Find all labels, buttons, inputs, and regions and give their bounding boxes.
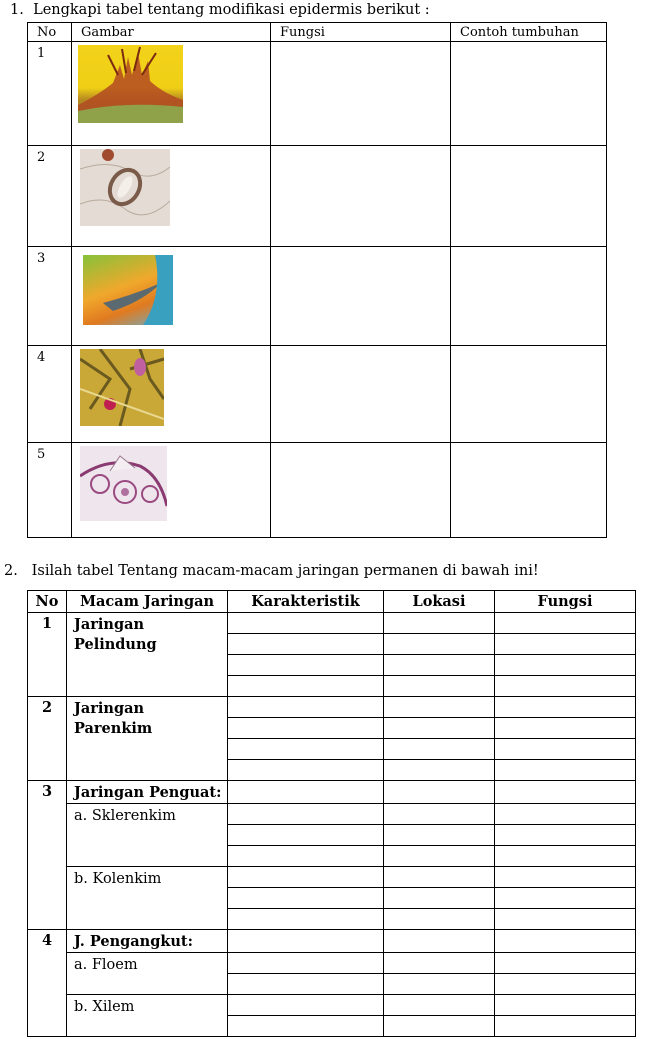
header-contoh: Contoh tumbuhan	[451, 23, 607, 42]
lokasi-cell[interactable]	[384, 846, 495, 867]
row-number: 4	[28, 346, 72, 443]
row-number: 1	[28, 42, 72, 146]
fungsi-cell[interactable]	[495, 867, 636, 888]
karakteristik-cell[interactable]	[228, 909, 384, 930]
header-fungsi: Fungsi	[271, 23, 451, 42]
stomata-micrograph-image	[80, 149, 170, 226]
row-number: 2	[28, 146, 72, 247]
leaf-hairs-micrograph-image	[80, 349, 164, 426]
fungsi-cell[interactable]	[495, 634, 636, 655]
lokasi-cell[interactable]	[384, 909, 495, 930]
table-header-row	[28, 591, 636, 613]
table-row	[28, 781, 636, 804]
thorn-closeup-image	[83, 255, 173, 325]
fungsi-cell[interactable]	[495, 613, 636, 634]
fungsi-cell[interactable]	[495, 995, 636, 1016]
table-row	[28, 930, 636, 953]
row-number: 5	[28, 443, 72, 538]
group-name: Jaringan Pelindung	[67, 613, 228, 697]
group-number: 4	[28, 930, 67, 1037]
lokasi-cell[interactable]	[384, 655, 495, 676]
fungsi-cell[interactable]	[495, 930, 636, 953]
header-no: No	[28, 23, 72, 42]
fungsi-cell[interactable]	[271, 346, 451, 443]
fungsi-cell[interactable]	[495, 909, 636, 930]
karakteristik-cell[interactable]	[228, 739, 384, 760]
karakteristik-cell[interactable]	[228, 613, 384, 634]
contoh-cell[interactable]	[451, 146, 607, 247]
karakteristik-cell[interactable]	[228, 760, 384, 781]
image-cell	[72, 42, 271, 146]
contoh-cell[interactable]	[451, 42, 607, 146]
karakteristik-cell[interactable]	[228, 867, 384, 888]
epidermis-table	[27, 22, 607, 538]
karakteristik-cell[interactable]	[228, 655, 384, 676]
fungsi-cell[interactable]	[495, 846, 636, 867]
subgroup-name: a. Floem	[67, 953, 228, 995]
header-gambar: Gambar	[72, 23, 271, 42]
group-number: 2	[28, 697, 67, 781]
question-1	[10, 2, 430, 18]
lokasi-cell[interactable]	[384, 760, 495, 781]
karakteristik-cell[interactable]	[228, 995, 384, 1016]
karakteristik-cell[interactable]	[228, 804, 384, 825]
karakteristik-cell[interactable]	[228, 697, 384, 718]
lokasi-cell[interactable]	[384, 634, 495, 655]
table-row	[28, 953, 636, 974]
root-cross-section-image	[80, 446, 167, 521]
fungsi-cell[interactable]	[495, 1016, 636, 1037]
image-cell	[72, 247, 271, 346]
karakteristik-cell[interactable]	[228, 676, 384, 697]
header-no: No	[28, 591, 67, 613]
table-row	[28, 247, 607, 346]
fungsi-cell[interactable]	[495, 953, 636, 974]
image-cell	[72, 443, 271, 538]
fungsi-cell[interactable]	[495, 655, 636, 676]
lokasi-cell[interactable]	[384, 804, 495, 825]
fungsi-cell[interactable]	[495, 760, 636, 781]
image-cell	[72, 346, 271, 443]
fungsi-cell[interactable]	[271, 42, 451, 146]
table-row	[28, 346, 607, 443]
karakteristik-cell[interactable]	[228, 634, 384, 655]
lokasi-cell[interactable]	[384, 825, 495, 846]
group-name: Jaringan Parenkim	[67, 697, 228, 781]
lokasi-cell[interactable]	[384, 718, 495, 739]
karakteristik-cell[interactable]	[228, 781, 384, 804]
fungsi-cell[interactable]	[495, 718, 636, 739]
group-name: Jaringan Penguat:	[67, 781, 228, 804]
table-header-row	[28, 23, 607, 42]
fungsi-cell[interactable]	[271, 146, 451, 247]
fungsi-cell[interactable]	[495, 697, 636, 718]
image-cell	[72, 146, 271, 247]
table-row	[28, 146, 607, 247]
contoh-cell[interactable]	[451, 247, 607, 346]
table-row	[28, 443, 607, 538]
group-name: J. Pengangkut:	[67, 930, 228, 953]
fungsi-cell[interactable]	[495, 804, 636, 825]
lokasi-cell[interactable]	[384, 739, 495, 760]
fungsi-cell[interactable]	[495, 781, 636, 804]
lokasi-cell[interactable]	[384, 676, 495, 697]
question-1-number: 1.	[10, 2, 24, 18]
fungsi-cell[interactable]	[495, 825, 636, 846]
lokasi-cell[interactable]	[384, 995, 495, 1016]
group-number: 1	[28, 613, 67, 697]
karakteristik-cell[interactable]	[228, 1016, 384, 1037]
fungsi-cell[interactable]	[495, 888, 636, 909]
table-row	[28, 995, 636, 1016]
lokasi-cell[interactable]	[384, 1016, 495, 1037]
epidermis-hairs-micrograph-image	[78, 45, 183, 123]
question-2-text: Isilah tabel Tentang macam-macam jaringan permanen di bawah ini!	[31, 563, 539, 579]
fungsi-cell[interactable]	[271, 247, 451, 346]
lokasi-cell[interactable]	[384, 953, 495, 974]
table-row	[28, 804, 636, 825]
jaringan-table	[27, 590, 636, 1037]
question-1-text: Lengkapi tabel tentang modifikasi epidermis berikut :	[33, 2, 430, 18]
table-row	[28, 42, 607, 146]
fungsi-cell[interactable]	[495, 974, 636, 995]
lokasi-cell[interactable]	[384, 930, 495, 953]
contoh-cell[interactable]	[451, 443, 607, 538]
lokasi-cell[interactable]	[384, 974, 495, 995]
karakteristik-cell[interactable]	[228, 846, 384, 867]
karakteristik-cell[interactable]	[228, 888, 384, 909]
question-2-number: 2.	[4, 563, 18, 579]
lokasi-cell[interactable]	[384, 867, 495, 888]
karakteristik-cell[interactable]	[228, 718, 384, 739]
question-2	[4, 563, 539, 579]
lokasi-cell[interactable]	[384, 613, 495, 634]
header-macam-jaringan: Macam Jaringan	[67, 591, 228, 613]
table-row	[28, 867, 636, 888]
table-row	[28, 697, 636, 718]
subgroup-name: a. Sklerenkim	[67, 804, 228, 867]
contoh-cell[interactable]	[451, 346, 607, 443]
lokasi-cell[interactable]	[384, 888, 495, 909]
group-number: 3	[28, 781, 67, 930]
fungsi-cell[interactable]	[271, 443, 451, 538]
fungsi-cell[interactable]	[495, 676, 636, 697]
fungsi-cell[interactable]	[495, 739, 636, 760]
lokasi-cell[interactable]	[384, 697, 495, 718]
karakteristik-cell[interactable]	[228, 825, 384, 846]
subgroup-name: b. Xilem	[67, 995, 228, 1037]
subgroup-name: b. Kolenkim	[67, 867, 228, 930]
row-number: 3	[28, 247, 72, 346]
header-karakteristik: Karakteristik	[228, 591, 384, 613]
lokasi-cell[interactable]	[384, 781, 495, 804]
table-row	[28, 613, 636, 634]
karakteristik-cell[interactable]	[228, 974, 384, 995]
header-lokasi: Lokasi	[384, 591, 495, 613]
karakteristik-cell[interactable]	[228, 930, 384, 953]
header-fungsi: Fungsi	[495, 591, 636, 613]
karakteristik-cell[interactable]	[228, 953, 384, 974]
